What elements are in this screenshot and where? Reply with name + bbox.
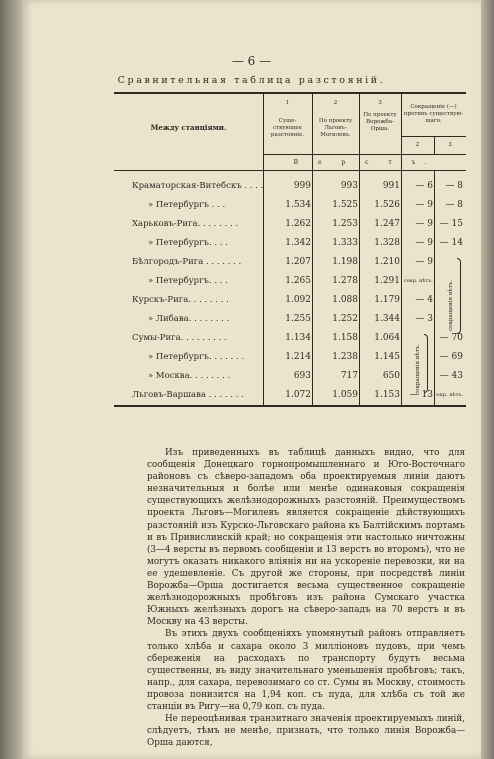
row-station-name: » Петербургъ. . . . <box>148 276 228 286</box>
row-station-name: » Петербургъ . . . <box>148 200 226 210</box>
row-existing-distance: 1.265 <box>285 276 311 286</box>
row-existing-distance: 693 <box>293 371 311 381</box>
row-existing-distance: 1.342 <box>285 238 311 248</box>
row-lgov-mogilev-distance: 993 <box>340 181 358 191</box>
row-reduction-3: — 8 <box>445 181 463 191</box>
row-existing-distance: 1.207 <box>285 257 311 267</box>
row-lgov-mogilev-distance: 1.059 <box>332 390 358 400</box>
row-reduction-2: сокр. нѣтъ. <box>403 278 433 284</box>
table-row <box>114 253 466 272</box>
table-body <box>114 171 466 405</box>
row-lgov-mogilev-distance: 1.158 <box>332 333 358 343</box>
row-vorozhba-orsha-distance: 1.247 <box>374 219 400 229</box>
row-existing-distance: 1.214 <box>285 352 311 362</box>
row-existing-distance: 999 <box>293 181 311 191</box>
row-reduction-2: — 13 <box>409 390 433 400</box>
row-reduction-3: — 15 <box>439 219 463 229</box>
row-lgov-mogilev-distance: 1.252 <box>332 314 358 324</box>
row-vorozhba-orsha-distance: 1.179 <box>374 295 400 305</box>
row-vorozhba-orsha-distance: 650 <box>382 371 400 381</box>
row-reduction-3: — 70 <box>439 333 463 343</box>
header-col2: По проекту Льговъ-Могилевъ. <box>318 118 353 138</box>
distance-table <box>114 92 466 407</box>
row-reduction-2: — 9 <box>415 200 433 210</box>
row-reduction-3: — 8 <box>445 200 463 210</box>
table-header <box>114 94 466 171</box>
side-note-none-1: сокращенія нѣтъ. <box>448 280 454 331</box>
row-lgov-mogilev-distance: 1.198 <box>332 257 358 267</box>
header-col3-num: 3 <box>378 100 382 106</box>
page-edge <box>481 0 494 759</box>
page-number: — 6 — <box>231 54 272 68</box>
row-reduction-3: — 69 <box>439 352 463 362</box>
row-existing-distance: 1.534 <box>285 200 311 210</box>
brace-none-2 <box>424 334 428 393</box>
row-existing-distance: 1.134 <box>285 333 311 343</box>
row-reduction-2: — 9 <box>415 219 433 229</box>
table-row <box>114 386 466 405</box>
row-existing-distance: 1.262 <box>285 219 311 229</box>
row-existing-distance: 1.092 <box>285 295 311 305</box>
row-lgov-mogilev-distance: 1.088 <box>332 295 358 305</box>
brace-none-1 <box>457 258 461 334</box>
header-red3: 3 <box>448 142 452 148</box>
paragraph: Въ этихъ двухъ сообщеніяхъ упомянутый районъ отправляетъ только хлѣба и сахара около 3 милліоновъ пудовъ, при чемъ сбереженія на расходахъ по транспорту будутъ весьма существенны, въ виду значительнаго уменьшенія пробѣговъ; такъ, напр., для сахара, перевозимаго со ст. Сумы въ Москву, стоимость провоза понизится на 1,94 коп. съ пуда, для хлѣба съ той же станціи въ Ригу—на 0,79 коп. съ пуда. <box>147 629 465 712</box>
row-vorozhba-orsha-distance: 1.153 <box>374 390 400 400</box>
table-title: Сравнительная таблица разстояній. <box>117 75 386 86</box>
row-station-name: » Москва. . . . . . . . <box>148 371 231 381</box>
row-vorozhba-orsha-distance: 1.145 <box>374 352 400 362</box>
header-col1: Суще-ствующее разстояніе. <box>270 118 305 138</box>
row-vorozhba-orsha-distance: 1.064 <box>374 333 400 343</box>
row-station-name: Курскъ-Рига. . . . . . . . <box>132 295 229 305</box>
table-row <box>114 367 466 386</box>
row-vorozhba-orsha-distance: 1.291 <box>374 276 400 286</box>
body-text <box>147 447 465 749</box>
book-gutter <box>0 0 22 759</box>
row-reduction-2: — 3 <box>415 314 433 324</box>
row-lgov-mogilev-distance: 717 <box>340 371 358 381</box>
header-station: Между станціями. <box>150 123 227 132</box>
table-row <box>114 310 466 329</box>
row-reduction-2: — 4 <box>415 295 433 305</box>
row-lgov-mogilev-distance: 1.278 <box>332 276 358 286</box>
table-row <box>114 272 466 291</box>
row-lgov-mogilev-distance: 1.253 <box>332 219 358 229</box>
row-vorozhba-orsha-distance: 1.328 <box>374 238 400 248</box>
row-station-name: Льговъ-Варшава . . . . . . . <box>132 390 244 400</box>
row-station-name: » Петербургъ. . . . . . . <box>148 352 245 362</box>
table-row <box>114 329 466 348</box>
row-existing-distance: 1.072 <box>285 390 311 400</box>
row-vorozhba-orsha-distance: 1.210 <box>374 257 400 267</box>
header-col3: По проекту Ворожба-Орша. <box>363 112 397 132</box>
side-note-none-2: сокращенія нѣтъ. <box>415 344 421 395</box>
row-lgov-mogilev-distance: 1.238 <box>332 352 358 362</box>
row-vorozhba-orsha-distance: 1.344 <box>374 314 400 324</box>
row-reduction-2: — 6 <box>415 181 433 191</box>
row-vorozhba-orsha-distance: 991 <box>382 181 400 191</box>
row-lgov-mogilev-distance: 1.333 <box>332 238 358 248</box>
table-row <box>114 348 466 367</box>
paragraph: Не переоцѣнивая транзитнаго значенія проектируемыхъ линій, слѣдуетъ, тѣмъ не менѣе, признать, что только линія Ворожба—Орша даются, <box>147 714 465 749</box>
row-reduction-3: — 14 <box>439 238 463 248</box>
row-station-name: Краматорская-Витебскъ . . . . <box>132 181 264 191</box>
table-row <box>114 234 466 253</box>
header-reduction: Сокращеніе (—) противъ существую-щаго. <box>403 104 464 124</box>
document-page <box>22 0 481 759</box>
header-unit: В е р с т ъ. <box>293 159 436 166</box>
row-station-name: » Петербургъ. . . . <box>148 238 228 248</box>
row-lgov-mogilev-distance: 1.525 <box>332 200 358 210</box>
row-reduction-2: — 9 <box>415 238 433 248</box>
paragraph: Изъ приведенныхъ въ таблицѣ данныхъ видно, что для сообщенія Донецкаго горнопромышленнаго и Юго-Восточнаго районовъ съ сѣверо-западомъ оба проектируемыя линіи даютъ незначительныя и болѣе или менѣе одинаковыя сокращенія существующихъ желѣзнодорожныхъ разстояній. Преимуществомъ проекта Льговъ—Могилевъ является сокращеніе дѣйствующихъ разстояній изъ Курско-Льговскаго района къ Балтійскимъ портамъ и въ Привислинскій край; но сокращенія эти настолько ничтожны (3—4 версты въ первомъ сообщеніи и 13 верстъ во второмъ), что не могутъ оказать никакого вліянія ни на ускореніе перевозки, ни на ее удешевленіе. Съ другой же стороны, при посредствѣ линіи Ворожба—Орша достигается весьма существенное сокращеніе желѣзнодорожныхъ пробѣговъ изъ района Сумскаго участка Южныхъ желѣзныхъ дорогъ на сѣверо-западъ на 70 верстъ и въ Москву на 43 версты. <box>147 448 465 628</box>
table-row <box>114 196 466 215</box>
header-red2: 2 <box>415 142 420 148</box>
table-row <box>114 291 466 310</box>
table-row <box>114 177 466 196</box>
row-station-name: » Либава. . . . . . . . <box>148 314 230 324</box>
row-existing-distance: 1.255 <box>285 314 311 324</box>
row-station-name: Харьковъ-Рига. . . . . . . . <box>132 219 239 229</box>
row-station-name: Бѣлгородъ-Рига . . . . . . . <box>132 257 242 267</box>
table-row <box>114 215 466 234</box>
row-station-name: Сумы-Рига. . . . . . . . . <box>132 333 227 343</box>
row-reduction-3: сокр. нѣтъ. <box>434 392 464 398</box>
row-reduction-3: — 43 <box>439 371 463 381</box>
row-vorozhba-orsha-distance: 1.526 <box>374 200 400 210</box>
row-reduction-2: — 9 <box>415 257 433 267</box>
header-col2-num: 2 <box>333 100 338 106</box>
header-col1-num: 1 <box>285 100 290 106</box>
